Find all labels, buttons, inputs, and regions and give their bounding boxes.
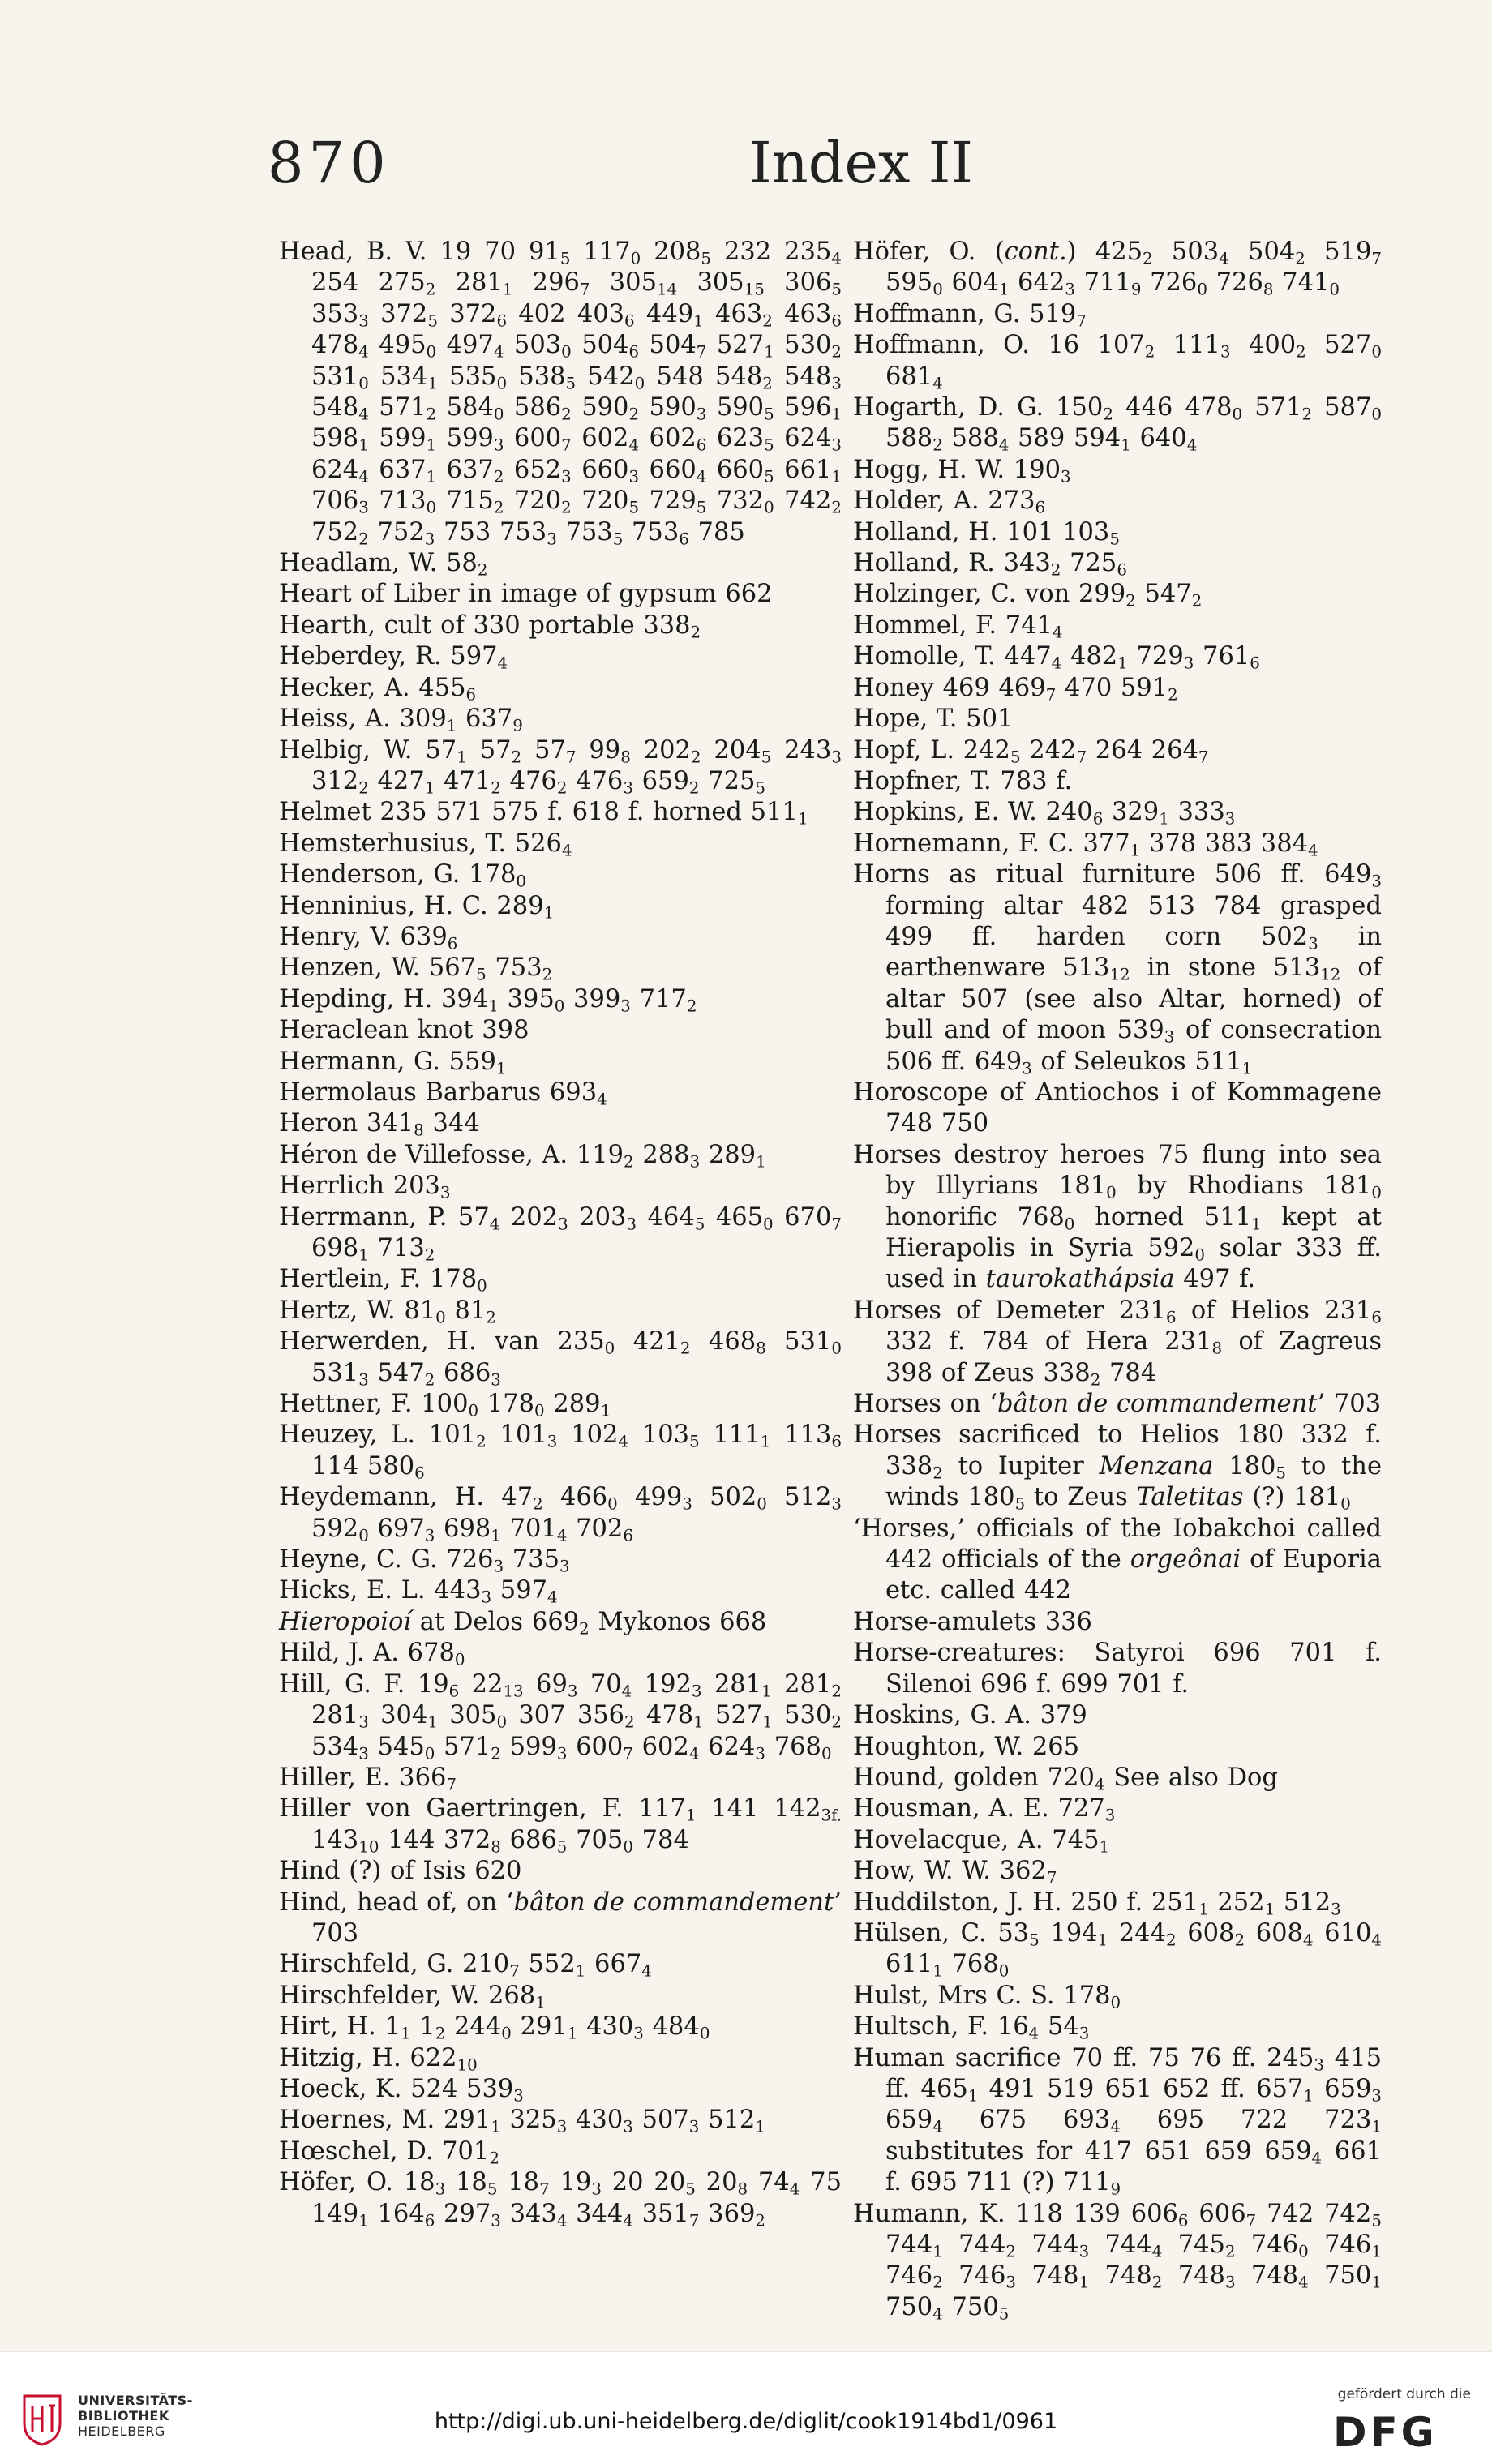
page-header xyxy=(0,130,1492,203)
index-entry: Holland, H. 101 $103_5$ xyxy=(853,517,1120,549)
index-entry: Hitzig, H. $622_{10}$ xyxy=(279,2043,478,2075)
index-entry: Horns as ritual furniture 506 ff. $649_3$ forming altar 482 513 784 grasped 499 ff. harden corn $502_3$ in earthenware $513_{12}$ in stone $513_{12}$ of altar 507 (see also Altar, horned) of bull and of moon $539_3$ of consecration 506 ff. $649_3$ of Seleukos $511_1$ xyxy=(853,860,1383,1078)
index-entry: Heyne, C. G. $726_3$ $735_3$ xyxy=(279,1545,570,1576)
index-entry: Homolle, T. $447_4$ $482_1$ $729_3$ $761_6$ xyxy=(853,642,1260,673)
index-entry: Hild, J. A. $678_0$ xyxy=(279,1639,465,1669)
index-entry: Heberdey, R. $597_4$ xyxy=(279,642,508,673)
index-entry: Hecker, A. $455_6$ xyxy=(279,673,477,705)
index-entry: Hultsch, F. $16_4$ $54_3$ xyxy=(853,2012,1090,2043)
institution-name-line3: HEIDELBERG xyxy=(78,2423,165,2439)
index-entry: Hopkins, E. W. $240_6$ $329_1$ $333_3$ xyxy=(853,798,1236,829)
index-entry: Hoskins, G. A. 379 xyxy=(853,1701,1087,1730)
index-entry: Hoffmann, O. 16 $107_2$ $111_3$ $400_2$ $527_0$ $681_4$ xyxy=(853,331,1382,393)
index-entry: Helmet 235 571 575 f. 618 f. horned $511_1$ xyxy=(279,798,808,829)
index-entry: Hülsen, C. $53_5$ $194_1$ $244_2$ $608_2$ $608_4$ $610_4$ $611_1$ $768_0$ xyxy=(853,1918,1383,1981)
dfg-logo-icon[interactable] xyxy=(1333,2410,1471,2451)
index-entry: Hopfner, T. 783 f. xyxy=(853,766,1073,795)
index-entry: Hemsterhusius, T. $526_4$ xyxy=(279,829,572,860)
index-entry: Hieropoioí at Delos $669_2$ Mykonos 668 xyxy=(279,1607,767,1639)
index-entry: Horses on ‘bâton de commandement’ 703 xyxy=(853,1390,1382,1419)
index-entry: Hind, head of, on ‘bâton de commandement’ 703 xyxy=(279,1888,842,1948)
index-entry: Hoeck, K. 524 $539_3$ xyxy=(279,2074,524,2106)
index-entry: Höfer, O. (cont.) $425_2$ $503_4$ $504_2$ $519_7$ $595_0$ $604_1$ $642_3$ $711_9$ $726_0$ $726_8$ $741_0$ xyxy=(853,238,1382,299)
index-entry: Horses of Demeter $231_6$ of Helios $231_6$ 332 f. 784 of Hera $231_8$ of Zagreus 398 of Zeus $338_2$ 784 xyxy=(853,1296,1382,1390)
index-entry: Hoernes, M. $291_1$ $325_3$ $430_3$ $507_3$ $512_1$ xyxy=(279,2106,765,2136)
source-url-link[interactable]: http://digi.ub.uni-heidelberg.de/diglit/cook1914bd1/0961 xyxy=(434,2409,1058,2434)
index-entry: Horoscope of Antiochos i of Kommagene 748 750 xyxy=(853,1078,1382,1138)
index-entry: Henzen, W. $567_5$ $753_2$ xyxy=(279,953,553,984)
index-entry: Heraclean knot 398 xyxy=(279,1016,529,1045)
index-entry: Hind (?) of Isis 620 xyxy=(279,1857,522,1886)
index-entry: Holder, A. $273_6$ xyxy=(853,486,1046,517)
index-entry: Human sacrifice 70 ff. 75 76 ff. $245_3$ 415 ff. $465_1$ 491 519 651 652 ff. $657_1$ $659_3$ $659_4$ 675 $693_4$ 695 722 $723_1$ substitutes for 417 651 659 $659_4$ 661 f. 695 711 (?) $711_9$ xyxy=(853,2043,1383,2199)
index-entry: Heuzey, L. $101_2$ $101_3$ $102_4$ $103_5$ $111_1$ $113_6$ 114 $580_6$ xyxy=(279,1421,842,1483)
index-entry: Houghton, W. 265 xyxy=(853,1732,1080,1761)
index-entry: Horse-creatures: Satyroi 696 701 f. Silenoi 696 f. 699 701 f. xyxy=(853,1639,1382,1699)
index-entry: Hommel, F. $741_4$ xyxy=(853,611,1063,642)
index-entry: Hill, G. F. $19_6$ $22_{13}$ $69_3$ $70_4$ $192_3$ $281_1$ $281_2$ $281_3$ $304_1$ $305_0$ 307 $356_2$ $478_1$ $527_1$ $530_2$ $534_3$ $545_0$ $571_2$ $599_3$ $600_7$ $602_4$ $624_3$ $768_0$ xyxy=(279,1669,842,1763)
index-entry: Heron $341_8$ 344 xyxy=(279,1109,480,1140)
index-entry: Héron de Villefosse, A. $119_2$ $288_3$ $289_1$ xyxy=(279,1140,766,1172)
index-entry: Hirschfeld, G. $210_7$ $552_1$ $667_4$ xyxy=(279,1950,652,1981)
index-entry: Heydemann, H. $47_2$ $466_0$ $499_3$ $502_0$ $512_3$ $592_0$ $697_3$ $698_1$ $701_4$ $702_6$ xyxy=(279,1483,842,1545)
index-entry: Henninius, H. C. $289_1$ xyxy=(279,891,555,923)
index-entry: Helbig, W. $57_1$ $57_2$ $57_7$ $99_8$ $202_2$ $204_5$ $243_3$ $312_2$ $427_1$ $471_2$ $476_2$ $476_3$ $659_2$ $725_5$ xyxy=(279,735,842,798)
index-entry: How, W. W. $362_7$ xyxy=(853,1857,1057,1888)
index-entry: Hermann, G. $559_1$ xyxy=(279,1047,507,1078)
index-entry: Hulst, Mrs C. S. $178_0$ xyxy=(853,1981,1121,2012)
index-entry: Hepding, H. $394_1$ $395_0$ $399_3$ $717_2$ xyxy=(279,984,697,1016)
index-entry: Holzinger, C. von $299_2$ $547_2$ xyxy=(853,580,1203,611)
index-entry: Hœschel, D. $701_2$ xyxy=(279,2136,499,2168)
index-entry: Heart of Liber in image of gypsum 662 xyxy=(279,580,773,609)
index-entry: Honey 469 $469_7$ 470 $591_2$ xyxy=(853,673,1178,705)
index-entry: Hettner, F. $100_0$ $178_0$ $289_1$ xyxy=(279,1390,611,1421)
page-number: 870 xyxy=(268,130,391,196)
funder-text: gefördert durch die xyxy=(1337,2386,1471,2402)
index-entry: Heiss, A. $309_1$ $637_9$ xyxy=(279,705,523,735)
index-entry: Hearth, cult of 330 portable $338_2$ xyxy=(279,611,701,642)
index-entry: Hovelacque, A. $745_1$ xyxy=(853,1825,1110,1857)
index-entry: Hoffmann, G. $519_7$ xyxy=(853,299,1087,331)
index-entry: Hermolaus Barbarus $693_4$ xyxy=(279,1078,607,1109)
index-entry: Hicks, E. L. $443_3$ $597_4$ xyxy=(279,1576,558,1608)
viewer-footer xyxy=(0,2351,1492,2464)
index-entry: Hopf, L. $242_5$ $242_7$ 264 $264_7$ xyxy=(853,735,1209,767)
index-entry: Hope, T. 501 xyxy=(853,705,1014,734)
index-entry: Housman, A. E. $727_3$ xyxy=(853,1794,1116,1825)
index-entry: Head, B. V. 19 70 $91_5$ $117_0$ $208_5$ 232 $235_4$ 254 $275_2$ $281_1$ $296_7$ $305_{14}$ $305_{15}$ $306_5$ $353_3$ $372_5$ $372_6$ 402 $403_6$ $449_1$ $463_2$ $463_6$ $478_4$ $495_0$ $497_4$ $503_0$ $504_6$ $504_7$ $527_1$ $530_2$ $531_0$ $534_1$ $535_0$ $538_5$ $542_0$ 548 $548_2$ $548_3$ $548_4$ $571_2$ $584_0$ $586_2$ $590_2$ $590_3$ $590_5$ $596_1$ $598_1$ $599_1$ $599_3$ $600_7$ $602_4$ $602_6$ $623_5$ $624_3$ $624_4$ $637_1$ $637_2$ $652_3$ $660_3$ $660_4$ $660_5$ $661_1$ $706_3$ $713_0$ $715_2$ $720_2$ $720_5$ $729_5$ $732_0$ $742_2$ $752_2$ $752_3$ 753 $753_3$ $753_5$ $753_6$ 785 xyxy=(279,238,842,549)
index-entry: ‘Horses,’ officials of the Iobakchoi called 442 officials of the orgeônai of Euporia etc. called 442 xyxy=(853,1514,1382,1605)
index-entry: Herrlich $203_3$ xyxy=(279,1172,451,1202)
index-entry: Hertlein, F. $178_0$ xyxy=(279,1265,487,1296)
index-entry: Hirschfelder, W. $268_1$ xyxy=(279,1981,546,2012)
index-entry: Headlam, W. $58_2$ xyxy=(279,549,488,580)
index-entry: Holland, R. $343_2$ $725_6$ xyxy=(853,549,1127,580)
index-entry: Humann, K. 118 139 $606_6$ $606_7$ 742 $742_5$ $744_1$ $744_2$ $744_3$ $744_4$ $745_2$ $746_0$ $746_1$ $746_2$ $746_3$ $748_1$ $748_2$ $748_3$ $748_4$ $750_1$ $750_4$ $750_5$ xyxy=(853,2199,1382,2324)
index-entry: Horse-amulets 336 xyxy=(853,1607,1092,1636)
index-entry: Höfer, O. $18_3$ $18_5$ $18_7$ $19_3$ 20 $20_5$ $20_8$ $74_4$ 75 $149_1$ $164_6$ $297_3$ $343_4$ $344_4$ $351_7$ $369_2$ xyxy=(279,2168,842,2230)
index-entry: Huddilston, J. H. 250 f. $251_1$ $252_1$ $512_3$ xyxy=(853,1888,1341,1919)
index-entry: Hertz, W. $81_0$ $81_2$ xyxy=(279,1296,496,1327)
index-entry: Horses destroy heroes 75 flung into sea by Illyrians $181_0$ by Rhodians $181_0$ honorific $768_0$ horned $511_1$ kept at Hierapolis in Syria $592_0$ solar 333 ff. used in taurokathápsia 497 f. xyxy=(853,1140,1382,1294)
index-entry: Hound, golden $720_4$ See also Dog xyxy=(853,1763,1278,1794)
index-entry: Hirt, H. $1_1$ $1_2$ $244_0$ $291_1$ $430_3$ $484_0$ xyxy=(279,2012,710,2043)
index-entry: Hiller von Gaertringen, F. $117_1$ 141 $142_{3f.}$ $143_{10}$ 144 $372_8$ $686_5$ $705_0$ 784 xyxy=(279,1794,842,1857)
index-entry: Horses sacrificed to Helios 180 332 f. $338_2$ to Iupiter Menzana $180_5$ to the winds $180_5$ to Zeus Taletitas (?) $181_0$ xyxy=(853,1421,1382,1514)
index-column-left xyxy=(279,237,842,2230)
index-entry: Hogg, H. W. $190_3$ xyxy=(853,455,1071,486)
index-entry: Henry, V. $639_6$ xyxy=(279,922,458,953)
institution-name-line1: UNIVERSITÄTS- xyxy=(78,2393,193,2408)
index-entry: Hiller, E. $366_7$ xyxy=(279,1763,457,1794)
index-entry: Henderson, G. $178_0$ xyxy=(279,860,526,891)
institution-name-line2: BIBLIOTHEK xyxy=(78,2408,169,2423)
running-title: Index II xyxy=(749,130,974,196)
index-entry: Herwerden, H. van $235_0$ $421_2$ $468_8$ $531_0$ $531_3$ $547_2$ $686_3$ xyxy=(279,1327,842,1390)
index-column-right xyxy=(853,237,1382,2323)
index-entry: Herrmann, P. $57_4$ $202_3$ $203_3$ $464_5$ $465_0$ $670_7$ $698_1$ $713_2$ xyxy=(279,1202,842,1265)
index-entry: Hogarth, D. G. $150_2$ 446 $478_0$ $571_2$ $587_0$ $588_2$ $588_4$ 589 $594_1$ $640_4$ xyxy=(853,393,1382,455)
index-entry: Hornemann, F. C. $377_1$ 378 383 $384_4$ xyxy=(853,829,1318,860)
svg-text:DFG: DFG xyxy=(1333,2410,1438,2451)
